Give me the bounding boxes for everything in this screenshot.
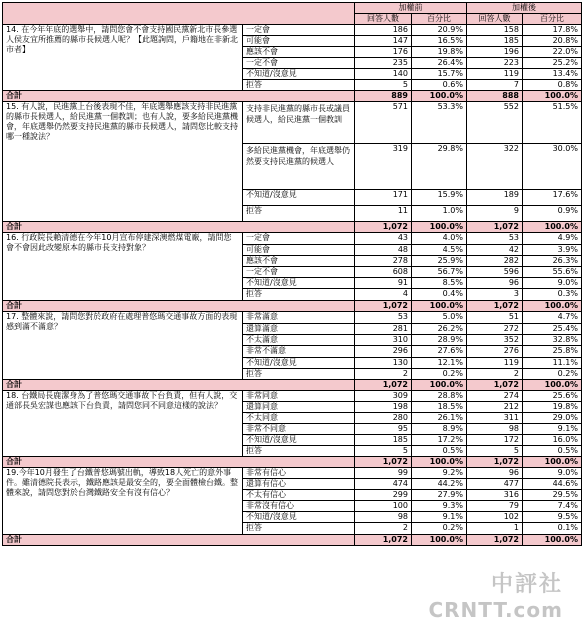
pct-before: 1.0%	[412, 206, 467, 222]
count-before: 43	[355, 233, 412, 245]
pct-after: 29.5%	[523, 490, 582, 501]
count-before: 53	[355, 312, 412, 324]
count-after: 102	[467, 512, 523, 523]
count-before: 5	[355, 80, 412, 91]
pct-after: 0.5%	[523, 446, 582, 457]
total-pct-after: 100.0%	[523, 457, 582, 468]
table-row	[3, 233, 582, 245]
total-row	[3, 380, 582, 391]
total-pct-before: 100.0%	[412, 380, 467, 391]
count-after: 316	[467, 490, 523, 501]
count-after: 5	[467, 446, 523, 457]
question-text: 14. 在今年年底的選舉中，請問您會不會支持國民黨新北市長參選人侯友宜所推薦的縣市長候選人呢？【此題詢問，戶籍地在非新北市者】	[3, 25, 243, 91]
count-before: 48	[355, 245, 412, 256]
pct-before: 0.4%	[412, 289, 467, 301]
pct-before: 15.9%	[412, 190, 467, 206]
option-label: 非常同意	[243, 391, 355, 402]
count-after: 9	[467, 206, 523, 222]
total-count-before: 1,072	[355, 301, 412, 312]
count-before: 296	[355, 346, 412, 358]
option-label: 一定會	[243, 233, 355, 245]
pct-after: 0.2%	[523, 369, 582, 380]
count-after: 223	[467, 58, 523, 69]
total-pct-after: 100.0%	[523, 91, 582, 102]
pct-before: 19.8%	[412, 47, 467, 58]
pct-after: 26.3%	[523, 256, 582, 267]
pct-after: 29.0%	[523, 413, 582, 424]
pct-before: 4.0%	[412, 233, 467, 245]
count-after: 274	[467, 391, 523, 402]
pct-before: 9.3%	[412, 501, 467, 512]
pct-after: 11.1%	[523, 358, 582, 369]
pct-after: 0.1%	[523, 523, 582, 535]
header-count-before: 回答人數	[355, 14, 412, 25]
count-after: 119	[467, 358, 523, 369]
total-label: 合計	[3, 222, 355, 233]
pct-before: 18.5%	[412, 402, 467, 413]
option-label: 不太同意	[243, 413, 355, 424]
count-before: 140	[355, 69, 412, 80]
option-label: 拒答	[243, 446, 355, 457]
count-after: 276	[467, 346, 523, 358]
count-before: 278	[355, 256, 412, 267]
pct-after: 9.1%	[523, 424, 582, 435]
count-after: 119	[467, 69, 523, 80]
pct-before: 25.9%	[412, 256, 467, 267]
pct-before: 26.2%	[412, 324, 467, 335]
pct-after: 3.9%	[523, 245, 582, 256]
count-before: 198	[355, 402, 412, 413]
total-count-after: 1,072	[467, 535, 523, 546]
pct-after: 7.4%	[523, 501, 582, 512]
count-after: 79	[467, 501, 523, 512]
total-label: 合計	[3, 457, 355, 468]
count-before: 91	[355, 278, 412, 289]
option-label: 拒答	[243, 80, 355, 91]
watermark	[428, 567, 563, 622]
count-before: 319	[355, 144, 412, 190]
option-label: 可能會	[243, 245, 355, 256]
pct-after: 0.9%	[523, 206, 582, 222]
table-row	[3, 312, 582, 324]
count-before: 280	[355, 413, 412, 424]
option-label: 多給民進黨機會，年底選舉仍然要支持民進黨的候選人	[243, 144, 355, 190]
total-pct-before: 100.0%	[412, 535, 467, 546]
total-label: 合計	[3, 535, 355, 546]
option-label: 不太有信心	[243, 490, 355, 501]
count-before: 130	[355, 358, 412, 369]
pct-before: 15.7%	[412, 69, 467, 80]
total-pct-before: 100.0%	[412, 222, 467, 233]
pct-after: 25.8%	[523, 346, 582, 358]
pct-after: 0.3%	[523, 289, 582, 301]
count-after: 158	[467, 25, 523, 36]
option-label: 一定不會	[243, 58, 355, 69]
count-before: 571	[355, 102, 412, 144]
count-after: 272	[467, 324, 523, 335]
table-row	[3, 391, 582, 402]
option-label: 還算同意	[243, 402, 355, 413]
question-text: 18. 台鐵局長鹿潔身為了普悠瑪交通事故下台負責，但有人說，交通部長吳宏謀也應該下台負責，請問您同不同意這樣的說法？	[3, 391, 243, 457]
pct-before: 27.9%	[412, 490, 467, 501]
total-row	[3, 535, 582, 546]
count-after: 596	[467, 267, 523, 278]
pct-before: 9.2%	[412, 468, 467, 479]
question-text: 16. 行政院長賴清德在今年10月宣布停建深澳燃煤電廠，請問您會不會因此改變原本的縣市長支持對象？	[3, 233, 243, 301]
count-before: 147	[355, 36, 412, 47]
pct-before: 8.9%	[412, 424, 467, 435]
pct-after: 51.5%	[523, 102, 582, 144]
survey-results-table	[2, 2, 582, 546]
count-before: 309	[355, 391, 412, 402]
total-label: 合計	[3, 301, 355, 312]
total-row	[3, 91, 582, 102]
option-label: 不知道/沒意見	[243, 435, 355, 446]
option-label: 還算滿意	[243, 324, 355, 335]
total-row	[3, 457, 582, 468]
count-before: 310	[355, 335, 412, 346]
count-after: 282	[467, 256, 523, 267]
count-after: 96	[467, 278, 523, 289]
count-before: 5	[355, 446, 412, 457]
total-pct-before: 100.0%	[412, 457, 467, 468]
count-after: 98	[467, 424, 523, 435]
header-count-after: 回答人數	[467, 14, 523, 25]
count-before: 474	[355, 479, 412, 490]
pct-after: 22.0%	[523, 47, 582, 58]
header-pct-after: 百分比	[523, 14, 582, 25]
pct-after: 4.7%	[523, 312, 582, 324]
count-after: 311	[467, 413, 523, 424]
pct-before: 28.9%	[412, 335, 467, 346]
option-label: 拒答	[243, 523, 355, 535]
total-pct-after: 100.0%	[523, 222, 582, 233]
pct-before: 17.2%	[412, 435, 467, 446]
count-before: 185	[355, 435, 412, 446]
option-label: 非常不同意	[243, 424, 355, 435]
count-after: 185	[467, 36, 523, 47]
option-label: 非常滿意	[243, 312, 355, 324]
total-pct-before: 100.0%	[412, 301, 467, 312]
pct-before: 27.6%	[412, 346, 467, 358]
pct-before: 12.1%	[412, 358, 467, 369]
question-text: 19.今年10月發生了台鐵普悠瑪號出軌，導致18人死亡的意外事件。雖清德院長表示，鐵路應該是最安全的，要全面體檢台鐵。整體來說，請問您對於台灣鐵路安全有沒有信心？	[3, 468, 243, 535]
pct-after: 9.0%	[523, 278, 582, 289]
pct-after: 9.0%	[523, 468, 582, 479]
table-row	[3, 102, 582, 144]
option-label: 不知道/沒意見	[243, 512, 355, 523]
pct-before: 53.3%	[412, 102, 467, 144]
count-after: 53	[467, 233, 523, 245]
header-blank-cell	[3, 3, 355, 25]
count-after: 96	[467, 468, 523, 479]
total-pct-after: 100.0%	[523, 380, 582, 391]
count-after: 212	[467, 402, 523, 413]
pct-before: 9.1%	[412, 512, 467, 523]
count-before: 235	[355, 58, 412, 69]
count-before: 4	[355, 289, 412, 301]
count-after: 1	[467, 523, 523, 535]
pct-after: 30.0%	[523, 144, 582, 190]
pct-before: 0.6%	[412, 80, 467, 91]
count-after: 51	[467, 312, 523, 324]
pct-before: 0.5%	[412, 446, 467, 457]
total-pct-after: 100.0%	[523, 535, 582, 546]
question-text: 17. 整體來說，請問您對於政府在處理普悠瑪交通事故方面的表現感到滿不滿意？	[3, 312, 243, 380]
pct-before: 16.5%	[412, 36, 467, 47]
option-label: 非常不滿意	[243, 346, 355, 358]
option-label: 一定會	[243, 25, 355, 36]
total-count-after: 888	[467, 91, 523, 102]
pct-after: 9.5%	[523, 512, 582, 523]
count-after: 42	[467, 245, 523, 256]
option-label: 應該不會	[243, 47, 355, 58]
pct-before: 28.8%	[412, 391, 467, 402]
option-label: 拒答	[243, 206, 355, 222]
total-label: 合計	[3, 380, 355, 391]
count-after: 3	[467, 289, 523, 301]
count-after: 322	[467, 144, 523, 190]
option-label: 應該不會	[243, 256, 355, 267]
pct-after: 25.6%	[523, 391, 582, 402]
pct-before: 44.2%	[412, 479, 467, 490]
option-label: 可能會	[243, 36, 355, 47]
header-pct-before: 百分比	[412, 14, 467, 25]
pct-after: 32.8%	[523, 335, 582, 346]
pct-before: 8.5%	[412, 278, 467, 289]
count-before: 95	[355, 424, 412, 435]
pct-after: 4.9%	[523, 233, 582, 245]
count-after: 172	[467, 435, 523, 446]
pct-after: 55.6%	[523, 267, 582, 278]
count-before: 186	[355, 25, 412, 36]
pct-before: 26.4%	[412, 58, 467, 69]
count-after: 7	[467, 80, 523, 91]
option-label: 不知道/沒意見	[243, 69, 355, 80]
total-count-after: 1,072	[467, 457, 523, 468]
pct-before: 0.2%	[412, 369, 467, 380]
pct-before: 4.5%	[412, 245, 467, 256]
pct-after: 17.6%	[523, 190, 582, 206]
count-after: 196	[467, 47, 523, 58]
count-before: 2	[355, 523, 412, 535]
pct-before: 56.7%	[412, 267, 467, 278]
count-before: 100	[355, 501, 412, 512]
count-before: 608	[355, 267, 412, 278]
total-count-before: 889	[355, 91, 412, 102]
count-after: 189	[467, 190, 523, 206]
pct-after: 44.6%	[523, 479, 582, 490]
total-count-after: 1,072	[467, 301, 523, 312]
count-after: 352	[467, 335, 523, 346]
pct-after: 0.8%	[523, 80, 582, 91]
total-count-after: 1,072	[467, 222, 523, 233]
total-row	[3, 222, 582, 233]
count-before: 11	[355, 206, 412, 222]
total-pct-after: 100.0%	[523, 301, 582, 312]
total-pct-before: 100.0%	[412, 91, 467, 102]
total-count-before: 1,072	[355, 535, 412, 546]
total-label: 合計	[3, 91, 355, 102]
count-before: 98	[355, 512, 412, 523]
header-before-weighting: 加權前	[355, 3, 467, 14]
count-before: 281	[355, 324, 412, 335]
count-before: 171	[355, 190, 412, 206]
option-label: 一定不會	[243, 267, 355, 278]
option-label: 不知道/沒意見	[243, 190, 355, 206]
option-label: 非常有信心	[243, 468, 355, 479]
pct-before: 20.9%	[412, 25, 467, 36]
table-row	[3, 25, 582, 36]
total-count-before: 1,072	[355, 457, 412, 468]
pct-after: 17.8%	[523, 25, 582, 36]
total-count-after: 1,072	[467, 380, 523, 391]
watermark-line-1: 中評社	[490, 572, 563, 597]
total-row	[3, 301, 582, 312]
count-before: 299	[355, 490, 412, 501]
question-text: 15. 有人說，民進黨上台後表現不佳，年底選舉應該支持非民進黨的縣市長候選人，給民進黨一個教訓；也有人說，要多給民進黨機會，年底選舉仍然要支持民進黨的縣市長候選人，請問您比較支持哪一種說法？	[3, 102, 243, 222]
option-label: 拒答	[243, 289, 355, 301]
pct-after: 16.0%	[523, 435, 582, 446]
pct-before: 5.0%	[412, 312, 467, 324]
option-label: 還算有信心	[243, 479, 355, 490]
pct-before: 0.2%	[412, 523, 467, 535]
total-count-before: 1,072	[355, 380, 412, 391]
option-label: 支持非民進黨的縣市長或議員候選人，給民進黨一個教訓	[243, 102, 355, 144]
header-after-weighting: 加權後	[467, 3, 582, 14]
option-label: 不太滿意	[243, 335, 355, 346]
pct-before: 26.1%	[412, 413, 467, 424]
count-before: 176	[355, 47, 412, 58]
pct-after: 13.4%	[523, 69, 582, 80]
pct-after: 25.4%	[523, 324, 582, 335]
count-after: 477	[467, 479, 523, 490]
pct-before: 29.8%	[412, 144, 467, 190]
pct-after: 25.2%	[523, 58, 582, 69]
option-label: 不知道/沒意見	[243, 278, 355, 289]
count-before: 2	[355, 369, 412, 380]
count-after: 552	[467, 102, 523, 144]
table-row	[3, 468, 582, 479]
pct-after: 20.8%	[523, 36, 582, 47]
count-after: 2	[467, 369, 523, 380]
total-count-before: 1,072	[355, 222, 412, 233]
pct-after: 19.8%	[523, 402, 582, 413]
option-label: 拒答	[243, 369, 355, 380]
count-before: 99	[355, 468, 412, 479]
watermark-line-2: CRNTT.com	[428, 598, 563, 622]
option-label: 非常沒有信心	[243, 501, 355, 512]
option-label: 不知道/沒意見	[243, 358, 355, 369]
